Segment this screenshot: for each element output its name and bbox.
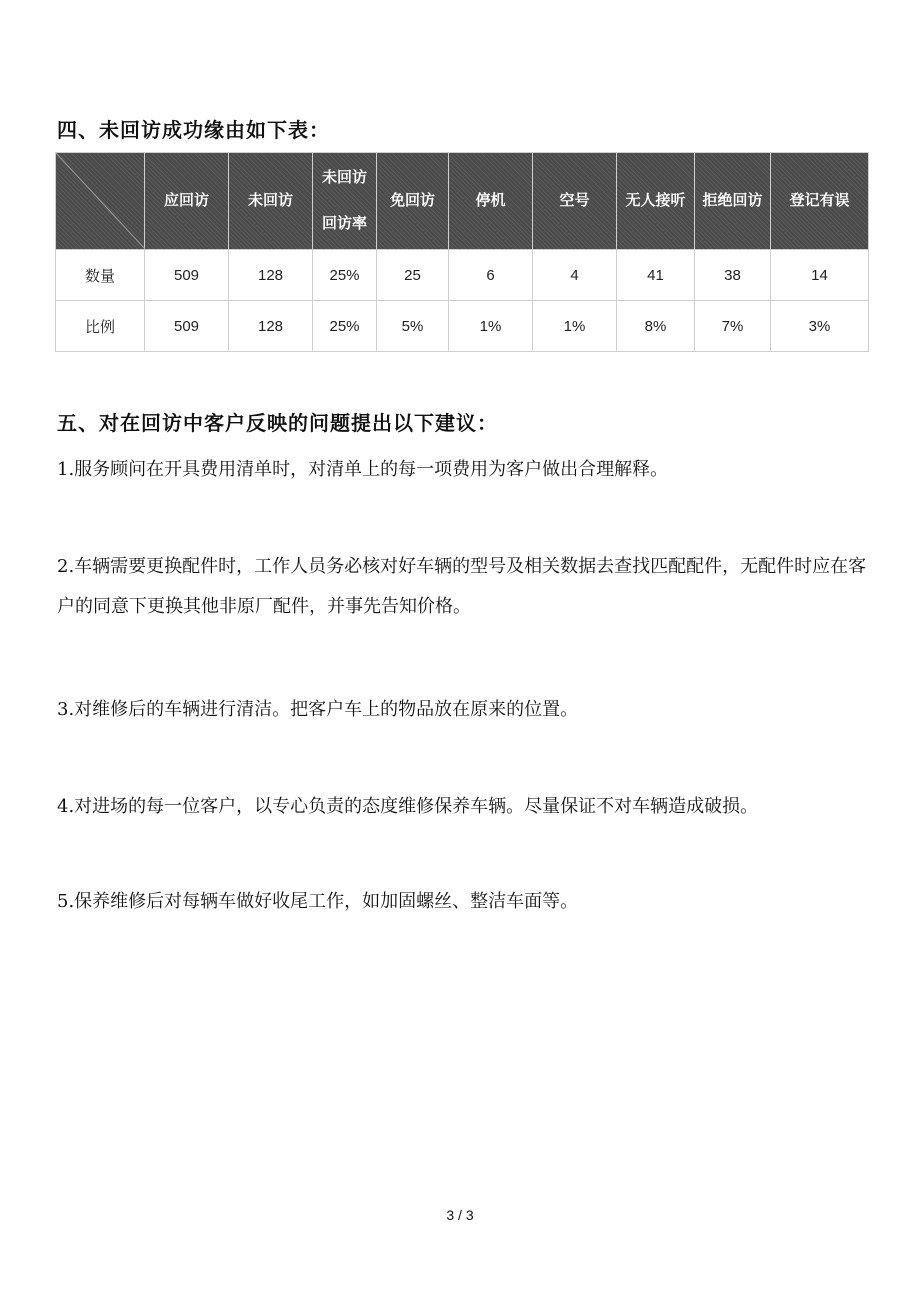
table-cell: 7% — [695, 301, 771, 352]
table-cell: 5% — [377, 301, 449, 352]
table-cell: 128 — [229, 250, 313, 301]
table-cell: 6 — [449, 250, 533, 301]
row-label: 比例 — [56, 301, 145, 352]
table-cell: 14 — [771, 250, 869, 301]
table-row — [56, 250, 869, 301]
table-cell: 4 — [533, 250, 617, 301]
table-row — [56, 301, 869, 352]
header-cell: 无人接听 — [617, 153, 695, 250]
table-cell: 41 — [617, 250, 695, 301]
header-cell: 未回访回访率 — [313, 153, 377, 250]
header-cell: 停机 — [449, 153, 533, 250]
diagonal-line — [56, 153, 145, 249]
table-cell: 509 — [145, 301, 229, 352]
header-cell: 拒绝回访 — [695, 153, 771, 250]
callback-failure-table — [55, 152, 869, 352]
table-cell: 128 — [229, 301, 313, 352]
section-4-heading: 四、未回访成功缘由如下表： — [57, 118, 330, 142]
suggestion-4: 4.对进场的每一位客户，以专心负责的态度维修保养车辆。尽量保证不对车辆造成破损。 — [57, 796, 759, 817]
table-cell: 38 — [695, 250, 771, 301]
page-number: 3 / 3 — [446, 1207, 474, 1223]
table-cell: 509 — [145, 250, 229, 301]
table-cell: 8% — [617, 301, 695, 352]
header-cell: 登记有误 — [771, 153, 869, 250]
suggestion-1: 1.服务顾问在开具费用清单时，对清单上的每一项费用为客户做出合理解释。 — [57, 459, 669, 480]
table-cell: 1% — [533, 301, 617, 352]
suggestion-3: 3.对维修后的车辆进行清洁。把客户车上的物品放在原来的位置。 — [57, 699, 579, 720]
header-cell: 未回访 — [229, 153, 313, 250]
table-cell: 25% — [313, 250, 377, 301]
table-cell: 1% — [449, 301, 533, 352]
header-cell: 应回访 — [145, 153, 229, 250]
suggestion-2: 2.车辆需要更换配件时，工作人员务必核对好车辆的型号及相关数据去查找匹配配件，无配件时应在客户的同意下更换其他非原厂配件，并事先告知价格。 — [57, 556, 867, 617]
header-cell: 空号 — [533, 153, 617, 250]
table-header-row — [56, 153, 869, 250]
row-label: 数量 — [56, 250, 145, 301]
suggestion-5: 5.保养维修后对每辆车做好收尾工作，如加固螺丝、整洁车面等。 — [57, 891, 579, 912]
table-cell: 25% — [313, 301, 377, 352]
table-cell: 25 — [377, 250, 449, 301]
section-5-heading: 五、对在回访中客户反映的问题提出以下建议： — [57, 411, 498, 435]
header-cell: 免回访 — [377, 153, 449, 250]
table-cell: 3% — [771, 301, 869, 352]
corner-cell — [56, 153, 145, 250]
